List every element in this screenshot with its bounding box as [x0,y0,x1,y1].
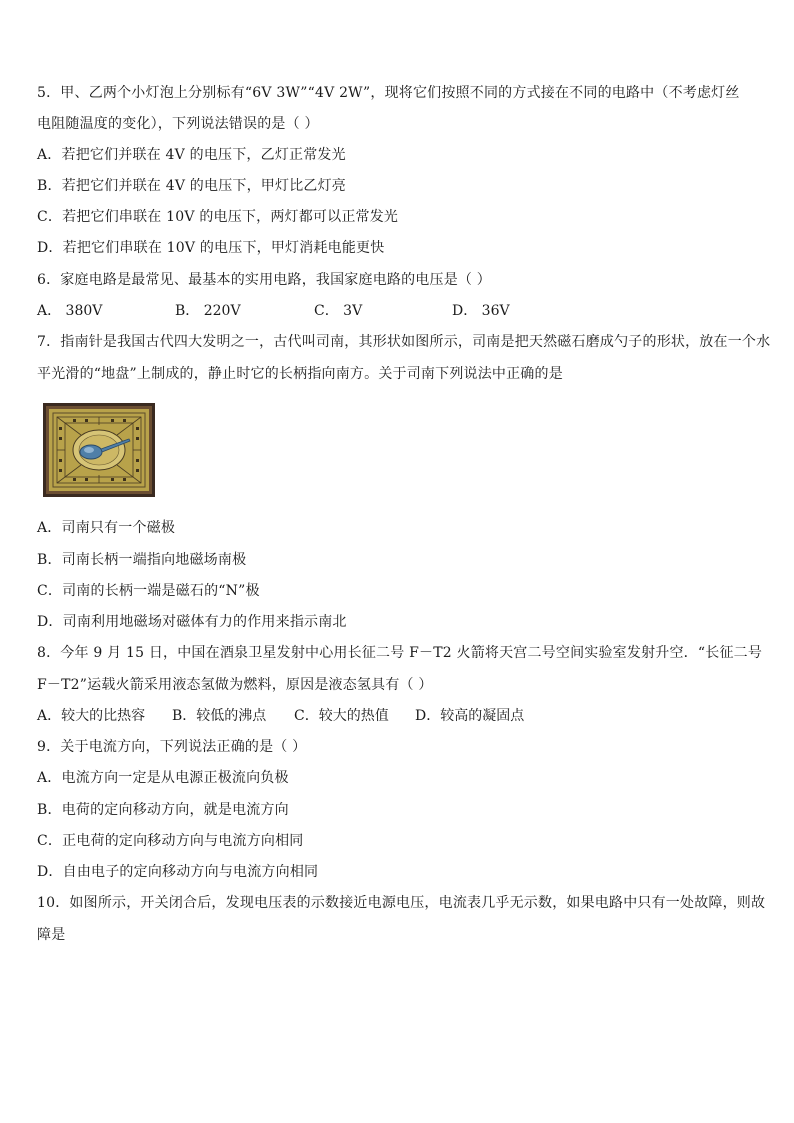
q7-stem-line2: 平光滑的“地盘”上制成的，静止时它的长柄指向南方。关于司南下列说法中正确的是 [37,366,563,382]
q6-option-a: A． 380V [37,303,103,319]
q5-option-d: D．若把它们串联在 10V 的电压下，甲灯消耗电能更快 [37,240,385,256]
q10-stem-line2: 障是 [37,927,66,943]
q5-option-b: B．若把它们并联在 4V 的电压下，甲灯比乙灯亮 [37,178,347,194]
q9-stem: 9．关于电流方向，下列说法正确的是（ ） [37,739,307,755]
q9-option-d: D．自由电子的定向移动方向与电流方向相同 [37,864,319,880]
q6-stem: 6．家庭电路是最常见、最基本的实用电路，我国家庭电路的电压是（ ） [37,272,491,288]
sinan-compass-icon [43,403,155,497]
q5-stem-line1: 5．甲、乙两个小灯泡上分别标有“6V 3W”“4V 2W”，现将它们按照不同的方式接在不同的电路中（不考虑灯丝 [37,85,740,101]
q5-option-a: A．若把它们并联在 4V 的电压下，乙灯正常发光 [37,147,346,163]
q7-option-b: B．司南长柄一端指向地磁场南极 [37,552,247,568]
q8-option-d: D．较高的凝固点 [415,708,525,724]
q5-option-c: C．若把它们串联在 10V 的电压下，两灯都可以正常发光 [37,209,399,225]
q5-stem-line2: 电阻随温度的变化），下列说法错误的是（ ） [37,116,319,132]
q8-option-b: B．较低的沸点 [172,708,267,724]
q8-option-c: C．较大的热值 [294,708,389,724]
q7-stem-line1: 7．指南针是我国古代四大发明之一，古代叫司南，其形状如图所示，司南是把天然磁石磨成勺子的形状，放在一个水 [37,334,771,350]
q6-option-b: B． 220V [175,303,241,319]
q9-option-b: B．电荷的定向移动方向，就是电流方向 [37,802,289,818]
q9-option-a: A．电流方向一定是从电源正极流向负极 [37,770,289,786]
q10-stem-line1: 10．如图所示，开关闭合后，发现电压表的示数接近电源电压，电流表几乎无示数，如果电路中只有一处故障，则故 [37,895,766,911]
q8-stem-line1: 8．今年 9 月 15 日，中国在酒泉卫星发射中心用长征二号 F－T2 火箭将天宫二号空间实验室发射升空．“长征二号 [37,645,763,661]
q9-option-c: C．正电荷的定向移动方向与电流方向相同 [37,833,304,849]
q7-option-a: A．司南只有一个磁极 [37,520,176,536]
q6-option-c: C． 3V [314,303,363,319]
q6-option-d: D． 36V [452,303,510,319]
q7-option-c: C．司南的长柄一端是磁石的“N”极 [37,583,260,599]
q8-option-a: A．较大的比热容 [37,708,146,724]
q8-stem-line2: F－T2”运载火箭采用液态氢做为燃料，原因是液态氢具有（ ） [37,677,433,693]
q7-option-d: D．司南利用地磁场对磁体有力的作用来指示南北 [37,614,347,630]
